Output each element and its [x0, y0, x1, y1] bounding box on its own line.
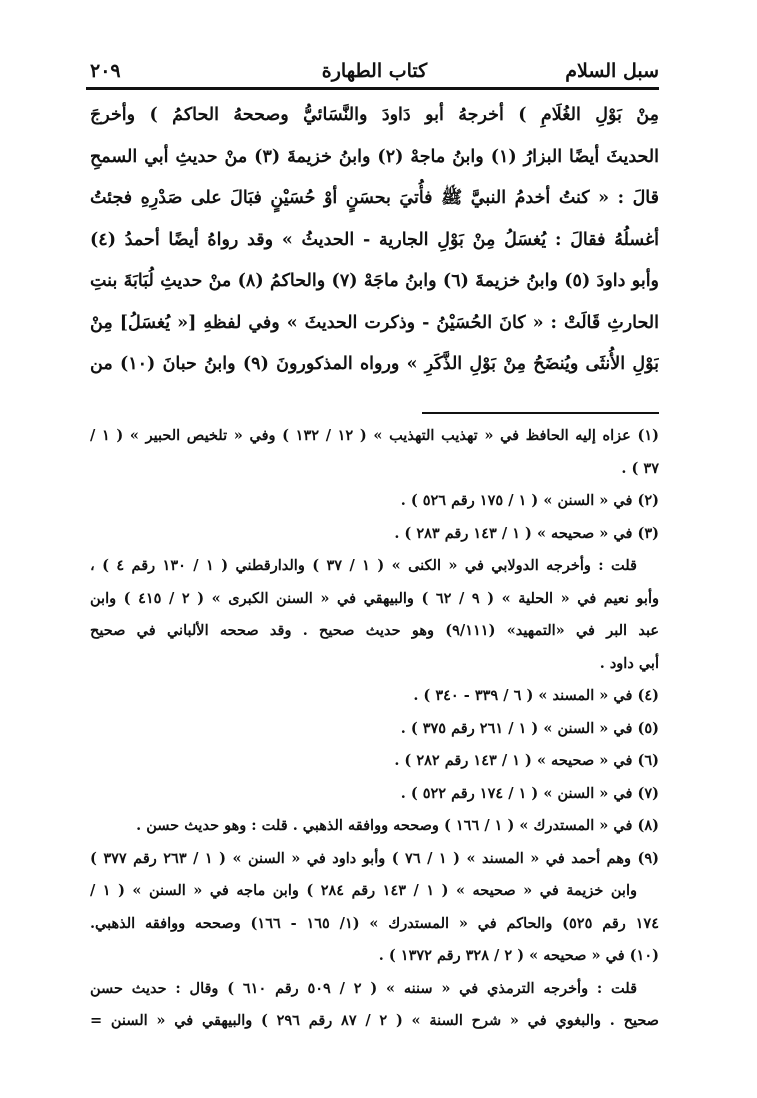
book-title: سبل السلام	[565, 60, 659, 82]
footnote-line: (٦) في « صحيحه » ( ١ / ١٤٣ رقم ٢٨٢ ) .	[394, 752, 659, 769]
footnote-line: قلت : وأخرجه الدولابي في « الكنى » ( ١ / ٣٧ ) والدارقطني ( ١ / ١٣٠ رقم ٤ ) ،	[90, 557, 637, 574]
text-line: الحديثَ أيضًا البزارُ (١) وابنُ ماجهْ (٢) وابنُ خزيمةَ (٣) منْ حديثِ أبي السمحِ	[90, 146, 659, 167]
footnote-line: (٥) في « السنن » ( ١ / ٢٦١ رقم ٣٧٥ ) .	[400, 719, 659, 737]
footnote-line: أبي داود .	[599, 654, 659, 672]
text-line: قالَ : « كنتُ أخدمُ النبيَّ ﷺ فأُتيَ بحسَنٍ أوْ حُسَيْنٍ فبَالَ على صَدْرِهِ فجئتُ	[90, 188, 659, 208]
footnote-line: ١٧٤ رقم ٥٢٥) والحاكم في « المستدرك » (١/ ١٦٥ - ١٦٦) وصححه ووافقه الذهبي.	[90, 914, 659, 932]
footnotes	[90, 420, 659, 1038]
footnote-line: (٣) في « صحيحه » ( ١ / ١٤٣ رقم ٢٨٣ ) .	[394, 524, 659, 542]
header-rule	[86, 87, 659, 90]
text-line: بَوْلِ الأُنثَى ويُنضَحُ مِنْ بَوْلِ الذَّكَرِ » ورواه المذكورونَ (٩) وابنُ حبانَ (١٠) من	[90, 354, 659, 374]
text-line: مِنْ بَوْلِ الغُلَامِ ) أخرجهُ أبو دَاودَ والنَّسَائيُّ وصححهُ الحاكمُ ) وأخرجَ	[90, 105, 659, 125]
footnote-line: (٢) في « السنن » ( ١ / ١٧٥ رقم ٥٢٦ ) .	[400, 492, 659, 509]
footnote-line: (٩) وهم أحمد في « المسند » ( ١ / ٧٦ ) وأبو داود في « السنن » ( ١ / ٢٦٣ رقم ٣٧٧ )	[90, 849, 659, 867]
footnote-line: وابن خزيمة في « صحيحه » ( ١ / ١٤٣ رقم ٢٨٤ ) وابن ماجه في « السنن » ( ١ /	[90, 882, 637, 899]
text-line: أغسلُهُ فقالَ : يُغسَلُ مِنْ بَوْلِ الجارية - الحديثُ » وقد رواهُ أيضًا أحمدُ (٤)	[90, 229, 659, 250]
footnote-line: (٤) في « المسند » ( ٦ / ٣٣٩ - ٣٤٠ ) .	[413, 687, 659, 704]
footnote-line: (١) عزاه إليه الحافظ في « تهذيب التهذيب » ( ١٢ / ١٣٢ ) وفي « تلخيص الحبير » ( ١ /	[90, 427, 659, 444]
footnote-line: قلت : وأخرجه الترمذي في « سننه » ( ٢ / ٥٠٩ رقم ٦١٠ ) وقال : حديث حسن	[90, 979, 638, 997]
page-number: ٢٠٩	[90, 60, 121, 82]
text-line: الحارثِ قَالَتْ : « كانَ الحُسَيْنُ - وذكرت الحديثَ » وفي لفظهِ [« يُغسَلُ] مِنْ	[90, 312, 659, 333]
footnote-line: عبد البر في «التمهيد» (٩/١١١) وهو حديث صحيح . وقد صححه الألباني في صحيح	[90, 622, 659, 639]
footnote-line: (١٠) في « صحيحه » ( ٢ / ٣٢٨ رقم ١٣٧٢ ) .	[378, 947, 659, 964]
footnote-line: ٣٧ ) .	[621, 459, 659, 477]
footnote-line: (٨) في « المستدرك » ( ١ / ١٦٦ ) وصححه ووافقه الذهبي . قلت : وهو حديث حسن .	[136, 817, 659, 834]
running-header	[90, 54, 659, 90]
footnote-line: (٧) في « السنن » ( ١ / ١٧٤ رقم ٥٢٢ ) .	[400, 784, 659, 802]
footnote-separator	[422, 412, 659, 414]
footnote-line: صحيح . والبغوي في « شرح السنة » ( ٢ / ٨٧ رقم ٢٩٦ ) والبيهقي في « السنن =	[90, 1012, 659, 1029]
text-line: وأبو داودَ (٥) وابنُ خزيمةَ (٦) وابنُ ماجَهْ (٧) والحاكمُ (٨) منْ حديثِ لُبَابَةَ بنتِ	[90, 271, 659, 291]
main-text	[90, 95, 659, 386]
footnote-line: وأبو نعيم في « الحلية » ( ٩ / ٦٢ ) والبيهقي في « السنن الكبرى » ( ٢ / ٤١٥ ) وابن	[90, 589, 659, 607]
chapter-title: كتاب الطهارة	[321, 60, 428, 82]
